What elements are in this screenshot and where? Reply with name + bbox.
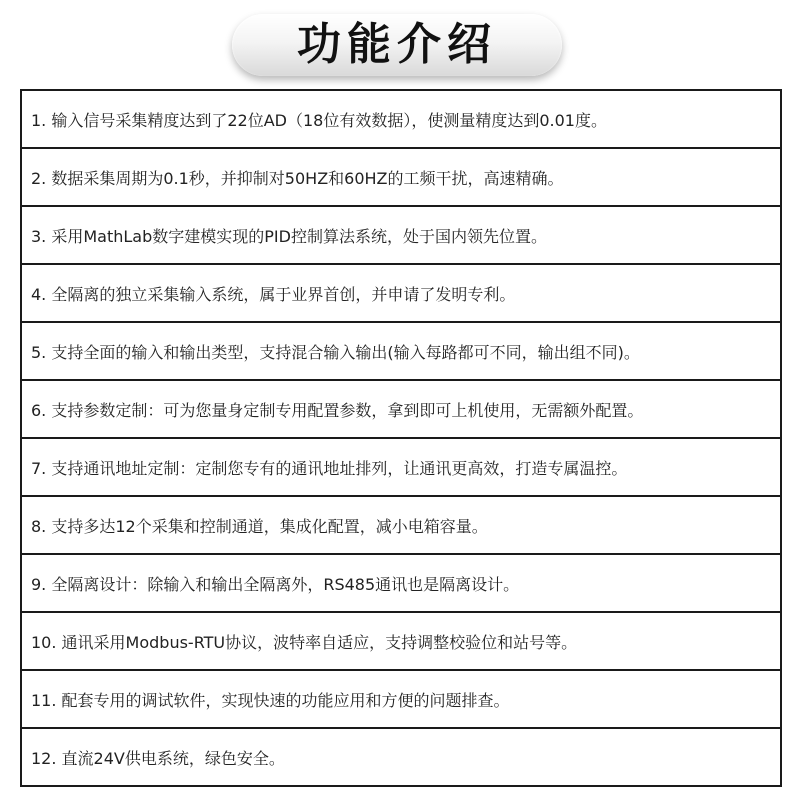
- feature-row-8: 8. 支持多达12个采集和控制通道，集成化配置，减小电箱容量。: [22, 497, 780, 555]
- page-title: 功能介绍: [297, 19, 497, 70]
- feature-row-12: 12. 直流24V供电系统，绿色安全。: [22, 729, 780, 787]
- feature-row-3: 3. 采用MathLab数字建模实现的PID控制算法系统，处于国内领先位置。: [22, 207, 780, 265]
- feature-row-5: 5. 支持全面的输入和输出类型，支持混合输入输出(输入每路都可不同，输出组不同)。: [22, 323, 780, 381]
- feature-row-2: 2. 数据采集周期为0.1秒，并抑制对50HZ和60HZ的工频干扰，高速精确。: [22, 149, 780, 207]
- feature-row-11: 11. 配套专用的调试软件，实现快速的功能应用和方便的问题排查。: [22, 671, 780, 729]
- feature-row-1: 1. 输入信号采集精度达到了22位AD（18位有效数据），使测量精度达到0.01度。: [22, 91, 780, 149]
- feature-row-9: 9. 全隔离设计：除输入和输出全隔离外，RS485通讯也是隔离设计。: [22, 555, 780, 613]
- feature-row-4: 4. 全隔离的独立采集输入系统，属于业界首创，并申请了发明专利。: [22, 265, 780, 323]
- feature-row-6: 6. 支持参数定制：可为您量身定制专用配置参数，拿到即可上机使用，无需额外配置。: [22, 381, 780, 439]
- feature-row-10: 10. 通讯采用Modbus-RTU协议，波特率自适应，支持调整校验位和站号等。: [22, 613, 780, 671]
- feature-table: [20, 89, 782, 787]
- title-banner: [232, 14, 562, 76]
- feature-row-7: 7. 支持通讯地址定制：定制您专有的通讯地址排列，让通讯更高效，打造专属温控。: [22, 439, 780, 497]
